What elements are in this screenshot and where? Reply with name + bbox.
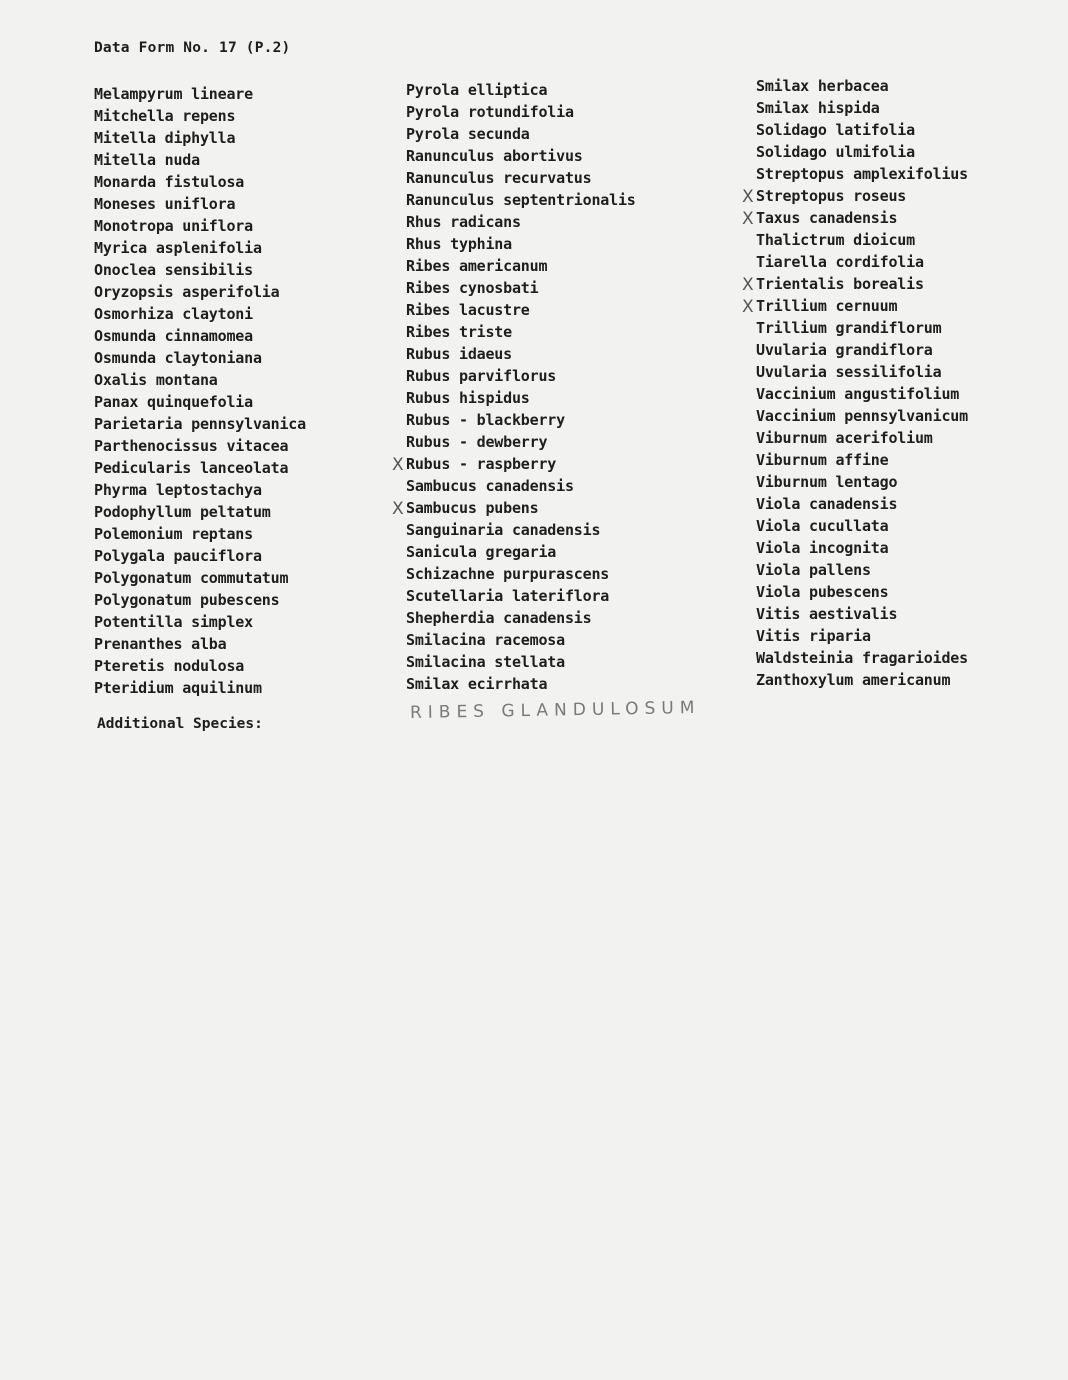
- species-name: Viola incognita: [756, 539, 889, 557]
- species-item: [756, 405, 968, 427]
- species-name: Ranunculus recurvatus: [406, 169, 592, 187]
- species-item: [94, 303, 306, 325]
- species-item: [94, 655, 306, 677]
- species-item: [392, 453, 636, 475]
- species-column-3: [742, 75, 968, 691]
- species-item: [406, 343, 636, 365]
- species-item: [94, 589, 306, 611]
- species-item: [94, 501, 306, 523]
- species-name: Vitis riparia: [756, 627, 871, 645]
- species-column-1: [94, 83, 306, 699]
- species-item: [94, 347, 306, 369]
- species-name: Mitella nuda: [94, 151, 200, 169]
- species-name: Oryzopsis asperifolia: [94, 283, 280, 301]
- species-name: Parietaria pennsylvanica: [94, 415, 306, 433]
- species-item: [756, 515, 968, 537]
- species-name: Rubus - blackberry: [406, 411, 565, 429]
- species-item: [94, 479, 306, 501]
- additional-species-label: Additional Species:: [97, 716, 263, 732]
- species-name: Osmunda cinnamomea: [94, 327, 253, 345]
- species-item: [406, 277, 636, 299]
- species-name: Solidago latifolia: [756, 121, 915, 139]
- species-name: Viola pubescens: [756, 583, 889, 601]
- species-name: Trillium grandiflorum: [756, 319, 942, 337]
- species-item: [756, 163, 968, 185]
- species-item: [406, 519, 636, 541]
- species-item: [406, 673, 636, 695]
- species-name: Thalictrum dioicum: [756, 231, 915, 249]
- species-name: Trillium cernuum: [756, 297, 898, 315]
- species-name: Ranunculus septentrionalis: [406, 191, 636, 209]
- species-item: [756, 141, 968, 163]
- species-name: Vitis aestivalis: [756, 605, 898, 623]
- species-item: [94, 149, 306, 171]
- species-item: [94, 127, 306, 149]
- species-name: Sambucus pubens: [406, 499, 539, 517]
- species-name: Ribes americanum: [406, 257, 548, 275]
- species-item: [392, 497, 636, 519]
- species-name: Viola pallens: [756, 561, 871, 579]
- species-item: [94, 171, 306, 193]
- species-name: Rubus - dewberry: [406, 433, 548, 451]
- species-name: Polygonatum commutatum: [94, 569, 289, 587]
- species-name: Smilacina stellata: [406, 653, 565, 671]
- species-item: [406, 233, 636, 255]
- species-name: Zanthoxylum americanum: [756, 671, 951, 689]
- species-name: Polygonatum pubescens: [94, 591, 280, 609]
- species-item: [406, 607, 636, 629]
- species-item: [406, 475, 636, 497]
- form-title: Data Form No. 17 (P.2): [94, 40, 291, 56]
- species-item: [406, 321, 636, 343]
- species-item: [94, 523, 306, 545]
- species-item: [406, 123, 636, 145]
- species-item: [756, 75, 968, 97]
- species-item: [742, 273, 968, 295]
- species-item: [406, 189, 636, 211]
- handwritten-species-note: RIBES GLANDULOSUM: [409, 697, 701, 723]
- species-name: Smilax ecirrhata: [406, 675, 548, 693]
- species-name: Sanguinaria canadensis: [406, 521, 601, 539]
- species-name: Viburnum lentago: [756, 473, 898, 491]
- species-item: [406, 409, 636, 431]
- species-item: [94, 325, 306, 347]
- species-item: [756, 647, 968, 669]
- species-name: Smilax hispida: [756, 99, 880, 117]
- species-item: [756, 625, 968, 647]
- species-name: Shepherdia canadensis: [406, 609, 592, 627]
- species-name: Parthenocissus vitacea: [94, 437, 289, 455]
- species-name: Polygala pauciflora: [94, 547, 262, 565]
- species-name: Polemonium reptans: [94, 525, 253, 543]
- species-item: [756, 471, 968, 493]
- species-item: [406, 629, 636, 651]
- species-item: [756, 449, 968, 471]
- species-name: Ranunculus abortivus: [406, 147, 583, 165]
- species-name: Sanicula gregaria: [406, 543, 557, 561]
- checkmark-x-icon: X: [742, 275, 754, 295]
- species-name: Scutellaria lateriflora: [406, 587, 610, 605]
- species-name: Ribes cynosbati: [406, 279, 539, 297]
- species-name: Pteridium aquilinum: [94, 679, 262, 697]
- species-item: [406, 365, 636, 387]
- species-name: Waldsteinia fragarioides: [756, 649, 968, 667]
- species-name: Rubus idaeus: [406, 345, 512, 363]
- species-name: Myrica asplenifolia: [94, 239, 262, 257]
- species-name: Vaccinium angustifolium: [756, 385, 960, 403]
- species-name: Viburnum acerifolium: [756, 429, 933, 447]
- species-name: Melampyrum lineare: [94, 85, 253, 103]
- species-item: [756, 339, 968, 361]
- species-item: [756, 603, 968, 625]
- checkmark-x-icon: X: [392, 499, 404, 519]
- species-name: Potentilla simplex: [94, 613, 253, 631]
- species-name: Onoclea sensibilis: [94, 261, 253, 279]
- species-item: [94, 611, 306, 633]
- species-name: Viola canadensis: [756, 495, 898, 513]
- species-item: [756, 493, 968, 515]
- species-item: [406, 299, 636, 321]
- species-item: [406, 79, 636, 101]
- species-name: Vaccinium pennsylvanicum: [756, 407, 968, 425]
- species-name: Oxalis montana: [94, 371, 218, 389]
- species-item: [94, 567, 306, 589]
- species-name: Solidago ulmifolia: [756, 143, 915, 161]
- species-item: [94, 237, 306, 259]
- species-name: Osmunda claytoniana: [94, 349, 262, 367]
- species-item: [756, 361, 968, 383]
- species-item: [94, 369, 306, 391]
- species-item: [756, 229, 968, 251]
- species-item: [406, 585, 636, 607]
- species-item: [94, 633, 306, 655]
- species-item: [742, 295, 968, 317]
- checkmark-x-icon: X: [742, 187, 754, 207]
- species-item: [406, 431, 636, 453]
- species-name: Rubus - raspberry: [406, 455, 557, 473]
- species-item: [406, 541, 636, 563]
- species-name: Podophyllum peltatum: [94, 503, 271, 521]
- species-item: [94, 215, 306, 237]
- species-item: [742, 185, 968, 207]
- species-item: [406, 167, 636, 189]
- species-name: Rubus hispidus: [406, 389, 530, 407]
- species-item: [756, 559, 968, 581]
- species-column-2: [392, 79, 636, 695]
- species-name: Osmorhiza claytoni: [94, 305, 253, 323]
- species-item: [406, 563, 636, 585]
- species-name: Panax quinquefolia: [94, 393, 253, 411]
- checkmark-x-icon: X: [742, 297, 754, 317]
- species-name: Monotropa uniflora: [94, 217, 253, 235]
- species-name: Sambucus canadensis: [406, 477, 574, 495]
- species-name: Viburnum affine: [756, 451, 889, 469]
- species-item: [94, 413, 306, 435]
- species-name: Monarda fistulosa: [94, 173, 245, 191]
- species-item: [94, 391, 306, 413]
- species-item: [756, 97, 968, 119]
- species-item: [94, 193, 306, 215]
- species-name: Trientalis borealis: [756, 275, 924, 293]
- species-name: Viola cucullata: [756, 517, 889, 535]
- species-item: [94, 677, 306, 699]
- species-item: [406, 387, 636, 409]
- species-item: [94, 457, 306, 479]
- species-item: [406, 255, 636, 277]
- species-item: [756, 119, 968, 141]
- species-item: [756, 383, 968, 405]
- species-name: Prenanthes alba: [94, 635, 227, 653]
- species-item: [94, 545, 306, 567]
- species-name: Pyrola rotundifolia: [406, 103, 574, 121]
- species-item: [94, 83, 306, 105]
- species-name: Streptopus roseus: [756, 187, 907, 205]
- species-item: [756, 669, 968, 691]
- species-item: [406, 145, 636, 167]
- species-name: Schizachne purpurascens: [406, 565, 610, 583]
- species-name: Ribes triste: [406, 323, 512, 341]
- species-name: Phyrma leptostachya: [94, 481, 262, 499]
- species-name: Streptopus amplexifolius: [756, 165, 968, 183]
- species-item: [94, 281, 306, 303]
- species-name: Uvularia sessilifolia: [756, 363, 942, 381]
- species-name: Mitchella repens: [94, 107, 236, 125]
- species-name: Ribes lacustre: [406, 301, 530, 319]
- species-item: [756, 427, 968, 449]
- species-name: Uvularia grandiflora: [756, 341, 933, 359]
- species-item: [756, 317, 968, 339]
- species-name: Rubus parviflorus: [406, 367, 557, 385]
- checkmark-x-icon: X: [392, 455, 404, 475]
- species-name: Mitella diphylla: [94, 129, 236, 147]
- species-item: [756, 581, 968, 603]
- species-item: [756, 537, 968, 559]
- species-name: Rhus radicans: [406, 213, 521, 231]
- species-name: Smilacina racemosa: [406, 631, 565, 649]
- species-name: Tiarella cordifolia: [756, 253, 924, 271]
- species-name: Pyrola secunda: [406, 125, 530, 143]
- species-name: Pedicularis lanceolata: [94, 459, 289, 477]
- species-name: Pteretis nodulosa: [94, 657, 245, 675]
- species-item: [756, 251, 968, 273]
- species-name: Pyrola elliptica: [406, 81, 548, 99]
- species-item: [742, 207, 968, 229]
- checkmark-x-icon: X: [742, 209, 754, 229]
- species-item: [406, 101, 636, 123]
- species-name: Smilax herbacea: [756, 77, 889, 95]
- species-item: [94, 435, 306, 457]
- species-item: [94, 259, 306, 281]
- species-name: Rhus typhina: [406, 235, 512, 253]
- species-name: Taxus canadensis: [756, 209, 898, 227]
- species-item: [94, 105, 306, 127]
- species-item: [406, 651, 636, 673]
- species-name: Moneses uniflora: [94, 195, 236, 213]
- species-item: [406, 211, 636, 233]
